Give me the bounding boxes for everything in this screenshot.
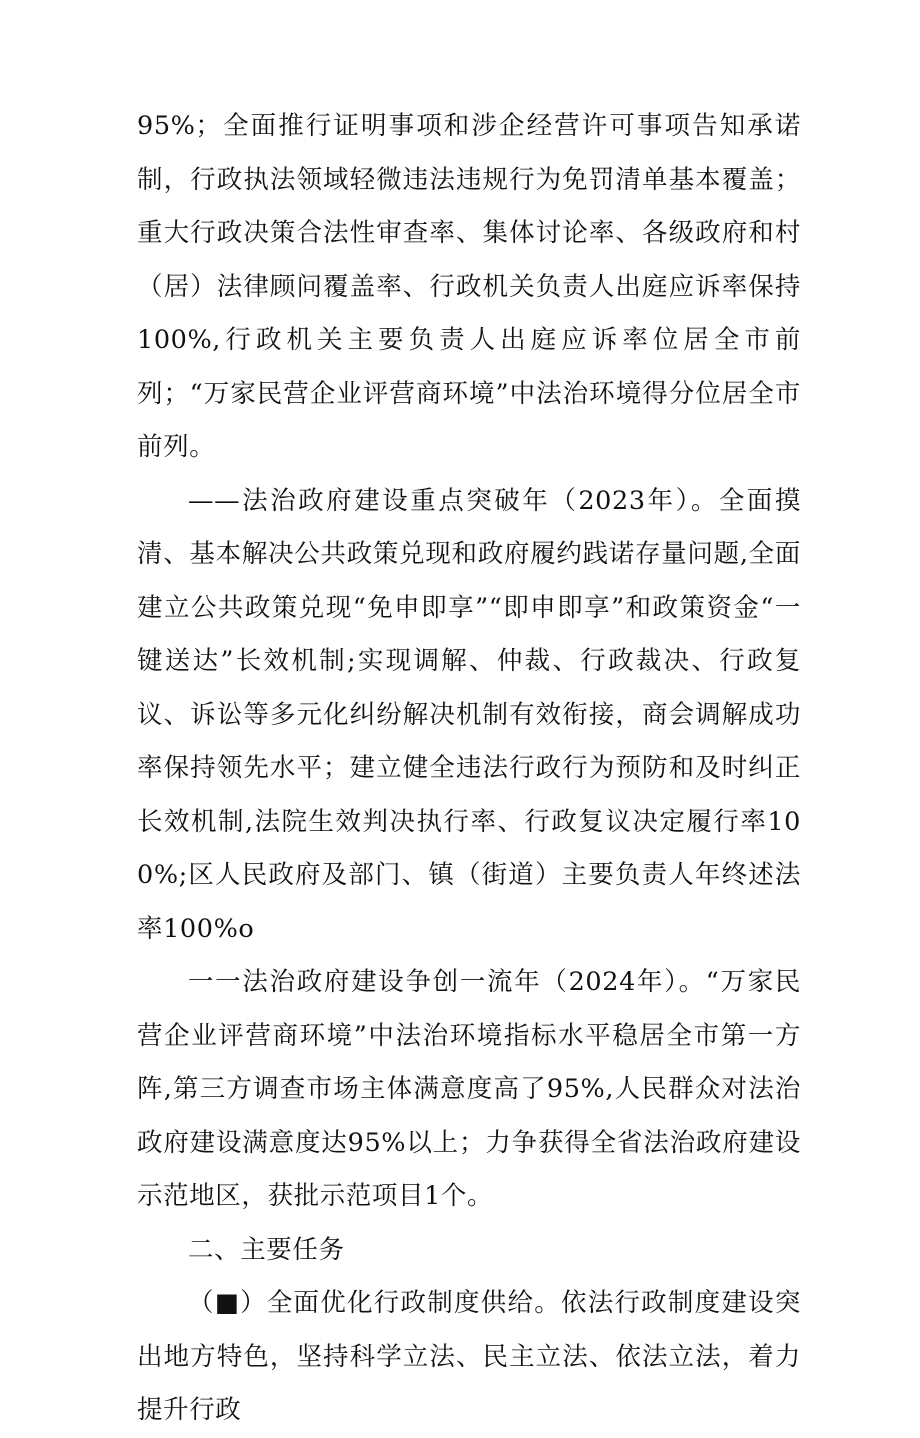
paragraph-goals-continuation: 95%；全面推行证明事项和涉企经营许可事项告知承诺制，行政执法领域轻微违法违规行为免罚清单基本覆盖；重大行政决策合法性审查率、集体讨论率、各级政府和村（居）法律顾问覆盖率、行政机关负责人出庭应诉率保持100%,行政机关主要负责人出庭应诉率位居全市前列；“万家民营企业评营商环境”中法治环境得分位居全市前列。 (137, 111, 801, 462)
paragraph-2024-first-class-year: 一一法治政府建设争创一流年（2024年）。“万家民营企业评营商环境”中法治环境指标水平稳居全市第一方阵,第三方调查市场主体满意度高了95%,人民群众对法治政府建设满意度达95%以上；力争获得全省法治政府建设示范地区，获批示范项目1个。 (137, 967, 801, 1211)
document-body (137, 100, 801, 1438)
section-heading-main-tasks: 二、主要任务 (188, 1234, 345, 1265)
paragraph-2023-breakthrough-year: ——法治政府建设重点突破年（2023年）。全面摸清、基本解决公共政策兑现和政府履约践诺存量问题,全面建立公共政策兑现“免申即享”“即申即享”和政策资金“一键送达”长效机制;实现调解、仲裁、行政裁决、行政复议、诉讼等多元化纠纷解决机制有效衔接，商会调解成功率保持领先水平；建立健全违法行政行为预防和及时纠正长效机制,法院生效判决执行率、行政复议决定履行率100%;区人民政府及部门、镇（街道）主要负责人年终述法率100%o (137, 485, 801, 944)
paragraph-subsection-one: （■）全面优化行政制度供给。依法行政制度建设突出地方特色，坚持科学立法、民主立法、依法立法，着力提升行政 (137, 1288, 801, 1425)
